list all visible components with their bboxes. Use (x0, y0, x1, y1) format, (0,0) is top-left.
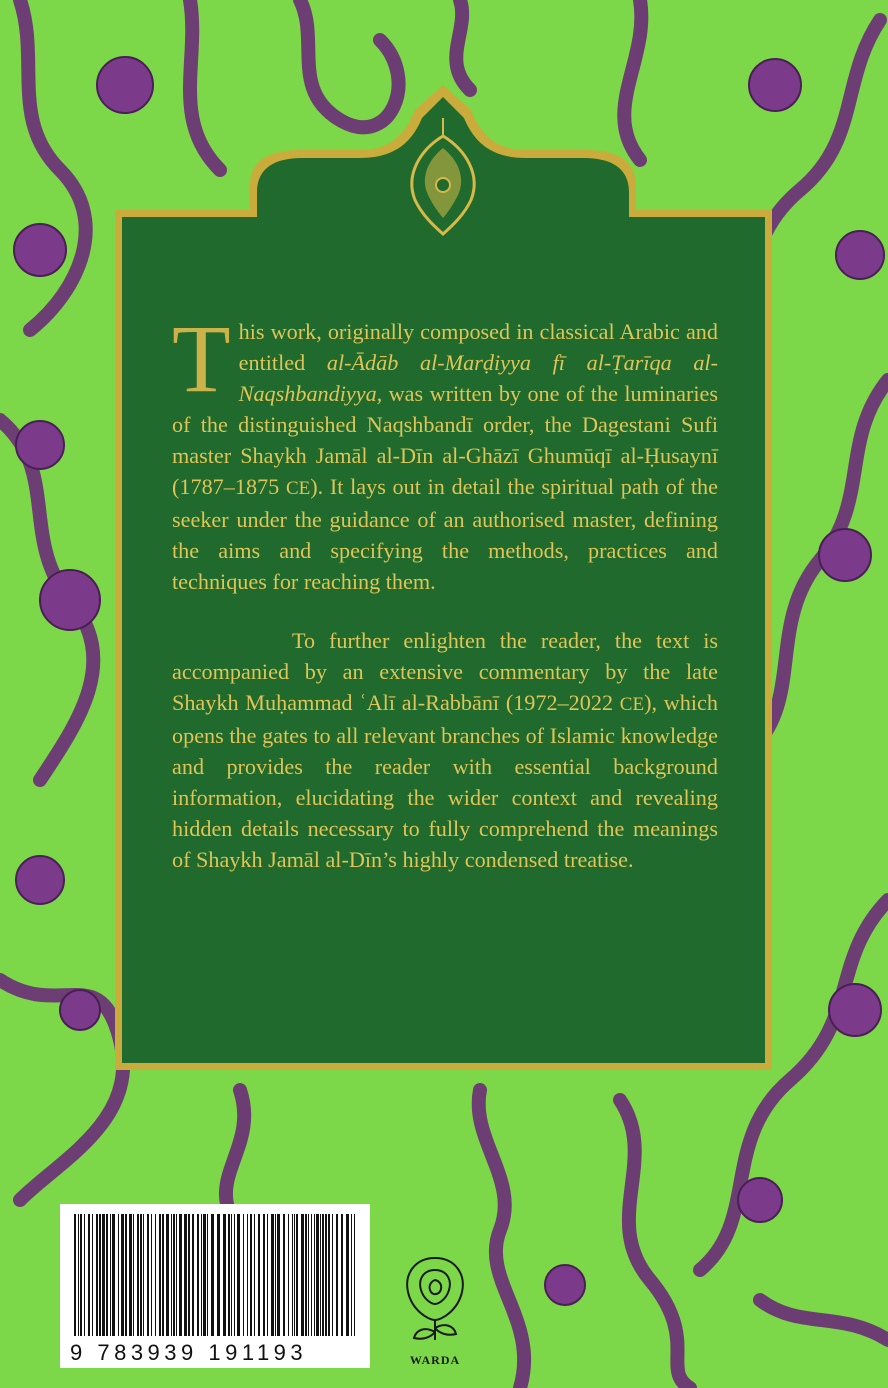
barcode-bar (166, 1214, 169, 1336)
barcode-bar (217, 1214, 220, 1336)
barcode-bar (267, 1214, 268, 1336)
blurb-paragraph-2 (172, 625, 718, 875)
barcode-bar (341, 1214, 343, 1336)
barcode-bar (137, 1214, 139, 1336)
barcode-bar (102, 1214, 105, 1336)
barcode-bar (155, 1214, 156, 1336)
blurb-text (172, 305, 718, 875)
barcode-bar (118, 1214, 119, 1336)
publisher-name: WARDA (409, 1353, 461, 1367)
barcode-bar (250, 1214, 252, 1336)
barcode-bar (211, 1214, 214, 1336)
barcode-bar (325, 1214, 327, 1336)
barcode-bar (88, 1214, 90, 1336)
barcode-bar (197, 1214, 199, 1336)
era-label: CE (619, 694, 645, 715)
publisher-logo (390, 1240, 480, 1370)
barcode-bar (99, 1214, 101, 1336)
barcode-bar (292, 1214, 293, 1336)
barcode-bar (275, 1214, 276, 1336)
barcode-digits: 9 783939 191193 (70, 1340, 308, 1365)
barcode-bar (171, 1214, 172, 1336)
isbn-barcode (60, 1204, 370, 1368)
blurb-p1-text-b: was written by one of the luminaries of the distinguished Naqshbandī order, the Dagestani Sufi master Shaykh Jamāl al-Dīn al-Ghāzī Ghumūqī al-Ḥusaynī (1787–1875 (172, 381, 718, 499)
barcode-bar (271, 1214, 274, 1336)
rose-icon (390, 1240, 480, 1352)
barcode-bar (129, 1214, 132, 1336)
barcode-bar (143, 1214, 144, 1336)
book-arabic-title: al-Ādāb al-Marḍiyya fī al-Ṭarīqa al-Naqshbandiyya, (238, 350, 718, 406)
barcode-bar (92, 1214, 93, 1336)
barcode-bar (140, 1214, 142, 1336)
barcode-bar (201, 1214, 202, 1336)
barcode-bar (173, 1214, 175, 1336)
barcode-bar (188, 1214, 190, 1336)
barcode-bar (263, 1214, 265, 1336)
blurb-paragraph-1 (172, 305, 718, 597)
barcode-bar (336, 1214, 338, 1336)
barcode-bar (228, 1214, 230, 1336)
barcode-bar (223, 1214, 226, 1336)
barcode-bar (151, 1214, 152, 1336)
blurb-p1-text-c: ). It lays out in detail the spiritual path of the seeker under the guidance of an authorised master, defining the aims and specifying the methods, practices and techniques for reaching them. (172, 474, 718, 594)
barcode-bar (147, 1214, 149, 1336)
barcode-bar (322, 1214, 324, 1336)
barcode-bar (203, 1214, 206, 1336)
barcode-bar (176, 1214, 177, 1336)
blurb-p2-text-a: To further enlighten the reader, the text is accompanied by an extensive commentary by the late Shaykh Muḥammad ʿAlī al-Rabbānī (1972–2022 (172, 628, 718, 715)
barcode-bar (243, 1214, 244, 1336)
barcode-bar (162, 1214, 164, 1336)
barcode-bar (247, 1214, 248, 1336)
barcode-bar (351, 1214, 352, 1336)
barcode-bar (84, 1214, 85, 1336)
barcode-bar (277, 1214, 280, 1336)
barcode-bar (288, 1214, 289, 1336)
barcode-bar (354, 1214, 355, 1336)
blurb-p1-text-a: his work, originally composed in classical Arabic and entitled (238, 319, 718, 375)
barcode-bar (311, 1214, 312, 1336)
barcode-bar (346, 1214, 349, 1336)
barcode-bar (294, 1214, 295, 1336)
barcode-bar (110, 1214, 111, 1336)
barcode-bar (74, 1214, 76, 1336)
barcode-bar (296, 1214, 298, 1336)
barcode-bar (106, 1214, 108, 1336)
barcode-bar (320, 1214, 321, 1336)
barcode-bar (234, 1214, 235, 1336)
barcode-bar (184, 1214, 187, 1336)
barcode-bar (207, 1214, 208, 1336)
barcode-bar (125, 1214, 127, 1336)
barcode-bar (314, 1214, 315, 1336)
barcode-bar (112, 1214, 115, 1336)
barcode-bar (231, 1214, 232, 1336)
barcode-bar (332, 1214, 333, 1336)
barcode-bar (283, 1214, 285, 1336)
barcode-bar (179, 1214, 182, 1336)
barcode-bar (258, 1214, 260, 1336)
barcode-bar (301, 1214, 304, 1336)
barcode-bar (237, 1214, 240, 1336)
barcode-bar (328, 1214, 330, 1336)
barcode-bar (80, 1214, 82, 1336)
barcode-bar (96, 1214, 98, 1336)
barcode-bar (192, 1214, 194, 1336)
blurb-p2-text-b: ), which opens the gates to all relevant branches of Islamic knowledge and provides the reader with essential background information, elucidating the wider context and revealing hidden details necessary to fully comprehend the meanings of Shaykh Jamāl al-Dīn’s highly condensed treatise. (172, 690, 718, 872)
barcode-bar (78, 1214, 79, 1336)
barcode-bar (133, 1214, 134, 1336)
barcode-bar (254, 1214, 255, 1336)
barcode-bar (121, 1214, 124, 1336)
barcode-bar (159, 1214, 161, 1336)
barcode-bar (305, 1214, 307, 1336)
barcode-bar (308, 1214, 309, 1336)
barcode-bar (316, 1214, 319, 1336)
era-label: CE (285, 478, 311, 499)
drop-cap: T (172, 305, 231, 412)
